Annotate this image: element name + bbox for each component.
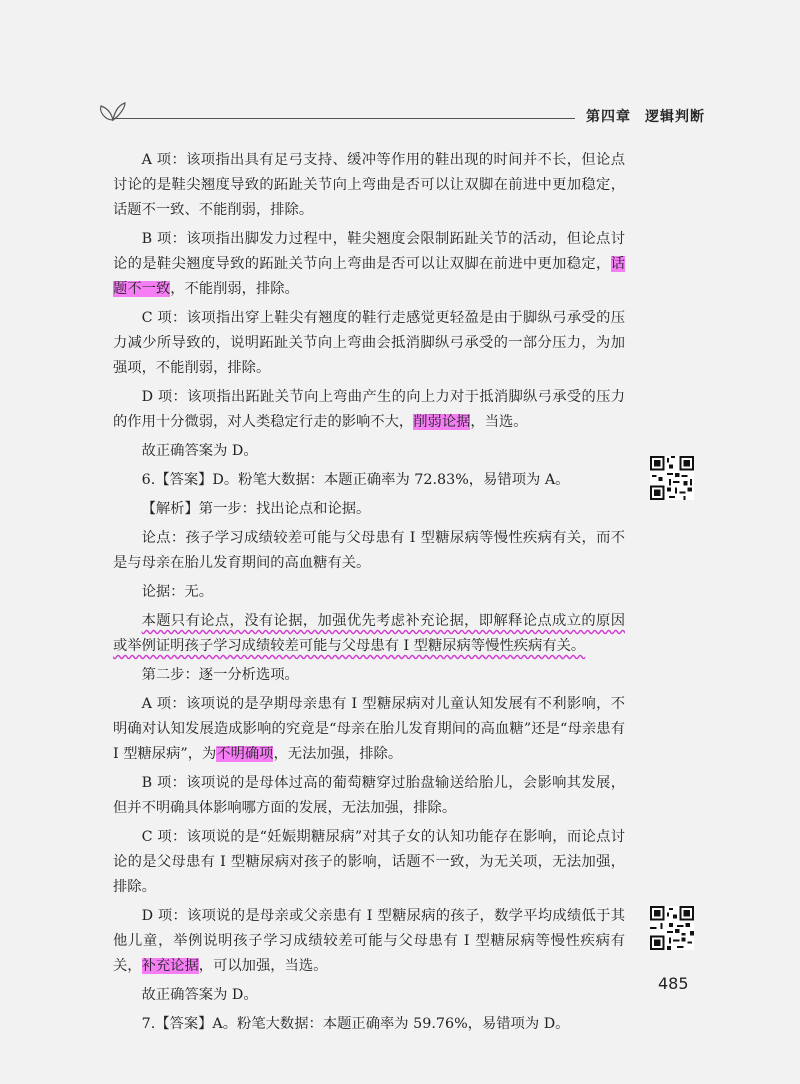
- chapter-number: 第四章: [586, 109, 631, 125]
- paragraph: [113, 692, 625, 767]
- paragraph-text: 论据：无。: [141, 584, 214, 600]
- chapter-title: 逻辑判断: [645, 109, 705, 125]
- paragraph-text: 第二步：逐一分析选项。: [141, 667, 299, 683]
- chapter-heading: [572, 106, 705, 126]
- highlight: 削弱论据: [413, 414, 471, 430]
- paragraph-text: D 项：该项说的是母亲或父亲患有 Ⅰ 型糖尿病的孩子，数学平均成绩低于其他儿童，举例说明孩子学习成绩较差可能与父母患有 Ⅰ 型糖尿病等慢性疾病有关，: [113, 908, 625, 974]
- paragraph: [113, 497, 625, 522]
- paragraph-text: ，当选。: [470, 414, 528, 430]
- paragraph-text: C 项：该项指出穿上鞋尖有翘度的鞋行走感觉更轻盈是由于脚纵弓承受的压力减少所导致的，说明跖趾关节向上弯曲会抵消脚纵弓承受的一部分压力，为加强项，不能削弱，排除。: [113, 310, 625, 376]
- paragraph: [113, 148, 625, 223]
- highlight: 补充论据: [141, 958, 199, 974]
- paragraph: [113, 663, 625, 688]
- paragraph: [113, 439, 625, 464]
- header-rule: [113, 118, 575, 119]
- paragraph-text: A 项：该项指出具有足弓支持、缓冲等作用的鞋出现的时间并不长，但论点讨论的是鞋尖翘度导致的跖趾关节向上弯曲是否可以让双脚在前进中更加稳定，话题不一致、不能削弱，排除。: [113, 152, 625, 218]
- paragraph-text: ，无法加强，排除。: [273, 746, 403, 762]
- paragraph-text: A 项：该项说的是孕期母亲患有 Ⅰ 型糖尿病对儿童认知发展有不利影响，不明确对认知发展造成影响的究竟是“母亲在胎儿发育期间的高血糖”还是“母亲患有 Ⅰ 型糖尿病”，为: [113, 696, 625, 762]
- paragraph: [113, 306, 625, 381]
- paragraph-text: 论点：孩子学习成绩较差可能与父母患有 Ⅰ 型糖尿病等慢性疾病有关，而不是与母亲在胎儿发育期间的高血糖有关。: [113, 530, 625, 571]
- wavy-underline-text: 本题只有论点，没有论据，加强优先考虑补充论据，即解释论点成立的原因或举例证明孩子学习成绩较差可能与父母患有 Ⅰ 型糖尿病等慢性疾病有关。: [113, 613, 625, 654]
- highlight: 话题不一致: [113, 256, 625, 297]
- paragraph: [113, 468, 625, 493]
- paragraph-text: C 项：该项说的是“妊娠期糖尿病”对其子女的认知功能存在影响，而论点讨论的是父母患有 Ⅰ 型糖尿病对孩子的影响，话题不一致，为无关项，无法加强，排除。: [113, 829, 625, 895]
- paragraph: [113, 609, 625, 659]
- paragraph: [113, 771, 625, 821]
- paragraph: [113, 983, 625, 1008]
- paragraph-text: 故正确答案为 D。: [141, 987, 258, 1003]
- paragraph-text: 【解析】第一步：找出论点和论据。: [141, 501, 371, 517]
- page-content: [113, 148, 625, 1041]
- paragraph: [113, 526, 625, 576]
- paragraph: [113, 825, 625, 900]
- paragraph: [113, 904, 625, 979]
- paragraph-text: ，可以加强，当选。: [198, 958, 328, 974]
- paragraph: [113, 1012, 625, 1037]
- highlight: 不明确项: [216, 746, 274, 762]
- paragraph-text: ，不能削弱，排除。: [170, 281, 299, 297]
- leaf-icon: [95, 100, 131, 124]
- page-header: [95, 100, 705, 130]
- answer-line: 6.【答案】D。粉笔大数据：本题正确率为 72.83%，易错项为 A。: [141, 472, 570, 488]
- paragraph: [113, 227, 625, 302]
- paragraph-text: 故正确答案为 D。: [141, 443, 258, 459]
- paragraph: [113, 385, 625, 435]
- paragraph-text: B 项：该项指出脚发力过程中，鞋尖翘度会限制跖趾关节的活动，但论点讨论的是鞋尖翘度导致的跖趾关节向上弯曲是否可以让双脚在前进中更加稳定，: [113, 231, 625, 272]
- qr-code-icon[interactable]: [650, 456, 694, 500]
- paragraph: [113, 580, 625, 605]
- paragraph-text: D 项：该项指出跖趾关节向上弯曲产生的向上力对于抵消脚纵弓承受的压力的作用十分微弱，对人类稳定行走的影响不大，: [113, 389, 625, 430]
- answer-line: 7.【答案】A。粉笔大数据：本题正确率为 59.76%，易错项为 D。: [141, 1016, 570, 1032]
- page-number: 485: [658, 974, 689, 993]
- qr-code-icon[interactable]: [650, 906, 694, 950]
- paragraph-text: B 项：该项说的是母体过高的葡萄糖穿过胎盘输送给胎儿，会影响其发展，但并不明确具体影响哪方面的发展，无法加强，排除。: [113, 775, 625, 816]
